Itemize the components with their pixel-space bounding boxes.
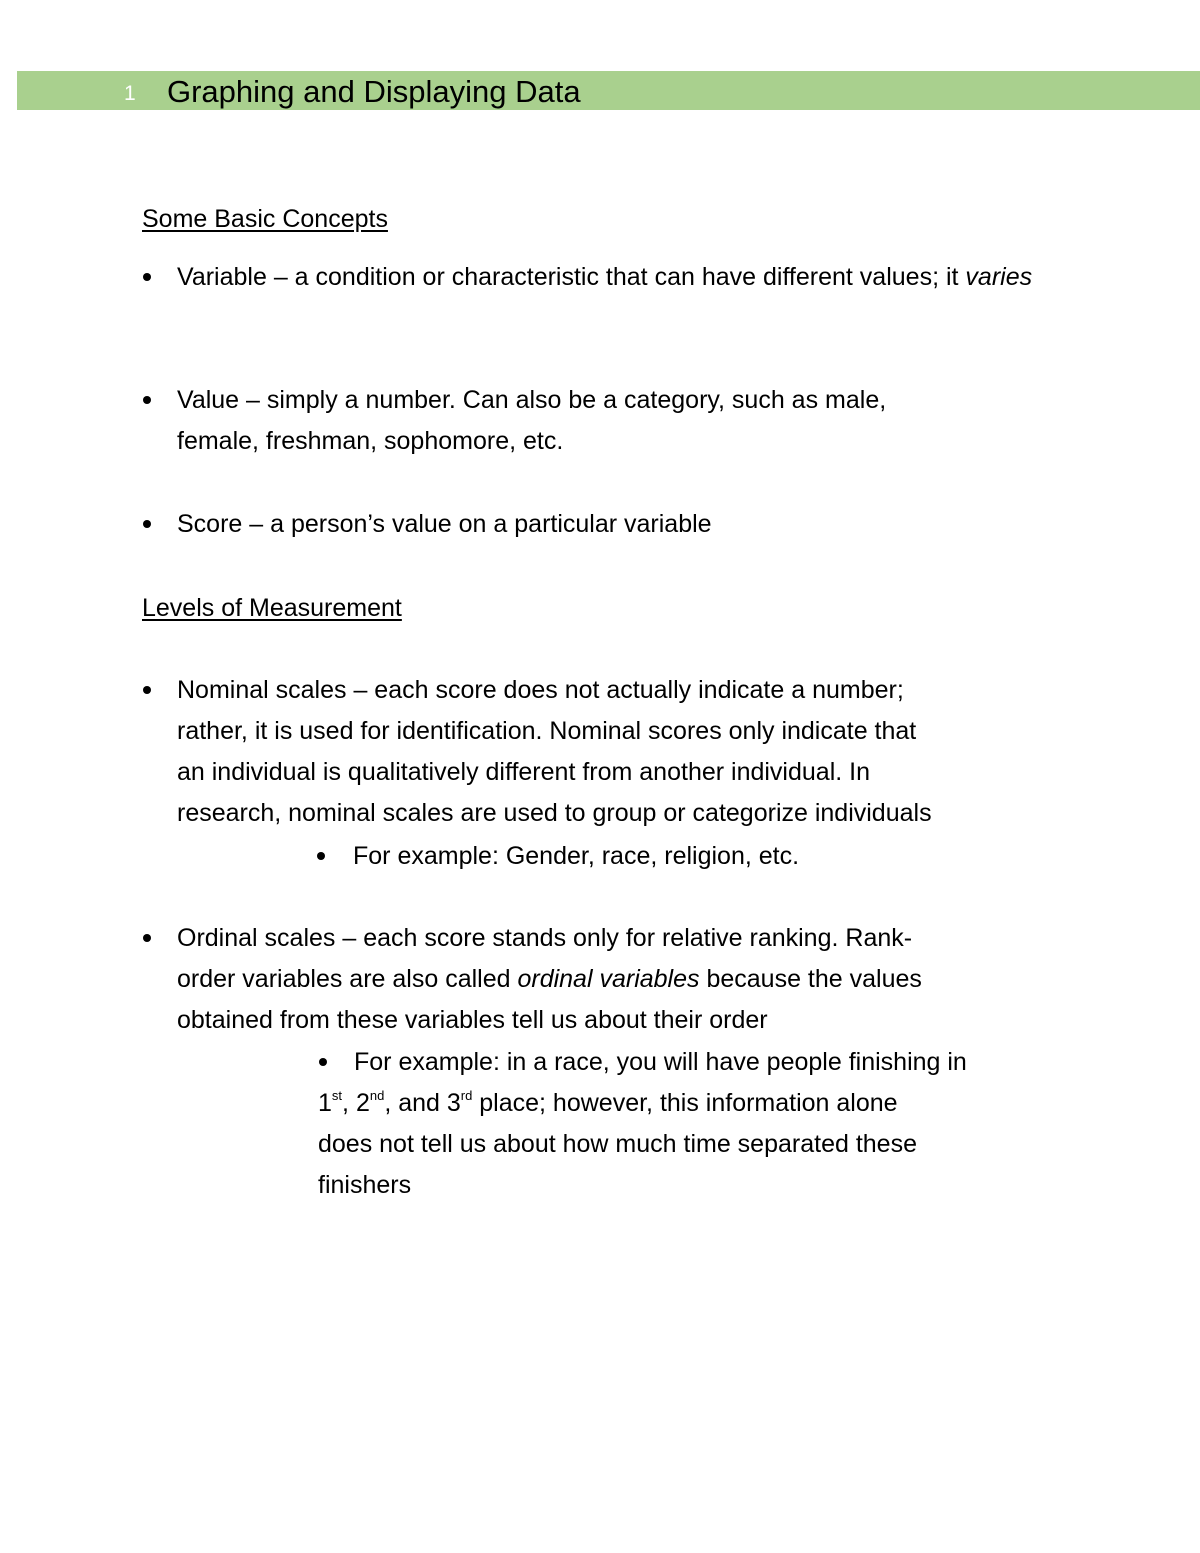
bullet-variable-term: Variable — [177, 263, 267, 291]
chapter-number: 1 — [124, 82, 136, 105]
bullet-variable — [177, 257, 1077, 298]
bullet-variable-text: – a condition or characteristic that can have different values; it — [266, 263, 966, 291]
sub-bullet-ordinal-example-rest: place; however, this information alone does not tell us about how much time separated these finishers — [318, 1089, 917, 1199]
sub-bullet-ordinal-example — [318, 1042, 1078, 1206]
rank-2-suffix: nd — [369, 1087, 385, 1103]
bullet-value-text: Value – simply a number. Can also be a category, such as male, female, freshman, sophomore, etc. — [177, 386, 887, 455]
rank-3-prefix: , and 3 — [384, 1089, 461, 1117]
bullet-ordinal-text-before: Ordinal scales – each score stands only for relative ranking. Rank- order variables are also called — [177, 924, 913, 993]
bullet-icon — [143, 520, 151, 528]
bullet-icon — [317, 852, 325, 860]
section-heading-levels: Levels of Measurement — [142, 594, 402, 622]
bullet-score-text: Score – a person’s value on a particular variable — [177, 510, 712, 538]
bullet-ordinal-emphasis: ordinal variables — [517, 965, 700, 993]
bullet-ordinal — [177, 918, 1077, 1041]
sub-bullet-nominal-example — [353, 836, 1093, 877]
bullet-icon — [143, 396, 151, 404]
rank-1: 1 — [318, 1089, 332, 1117]
chapter-title: Graphing and Displaying Data — [167, 74, 581, 109]
bullet-nominal — [177, 670, 1077, 834]
bullet-ordinal-text-after: because the values obtained from these variables tell us about their order — [177, 965, 922, 1034]
bullet-variable-emphasis: varies — [965, 263, 1033, 291]
rank-3-suffix: rd — [460, 1087, 473, 1103]
bullet-value — [177, 380, 1077, 462]
rank-1-suffix: st — [331, 1087, 343, 1103]
bullet-icon — [319, 1058, 327, 1066]
sub-bullet-ordinal-example-line1: For example: in a race, you will have people finishing in — [354, 1048, 967, 1076]
sub-bullet-ordinal-example-rest-block: 1st, 2nd, and 3rd place; however, this information alone does not tell us about how much time separated these finishers — [318, 1087, 917, 1199]
section-heading-basic-concepts: Some Basic Concepts — [142, 205, 388, 233]
rank-2: 2 — [355, 1089, 370, 1117]
bullet-icon — [143, 686, 151, 694]
bullet-icon — [143, 273, 151, 281]
bullet-icon — [143, 934, 151, 942]
bullet-score — [177, 504, 1077, 545]
sub-bullet-nominal-example-text: For example: Gender, race, religion, etc. — [353, 842, 800, 870]
bullet-nominal-text: Nominal scales – each score does not actually indicate a number; rather, it is used for identification. Nominal scores only indicate that an individual is qualitatively different from another individual. In research, nominal scales are used to group or categorize individuals — [177, 676, 932, 827]
